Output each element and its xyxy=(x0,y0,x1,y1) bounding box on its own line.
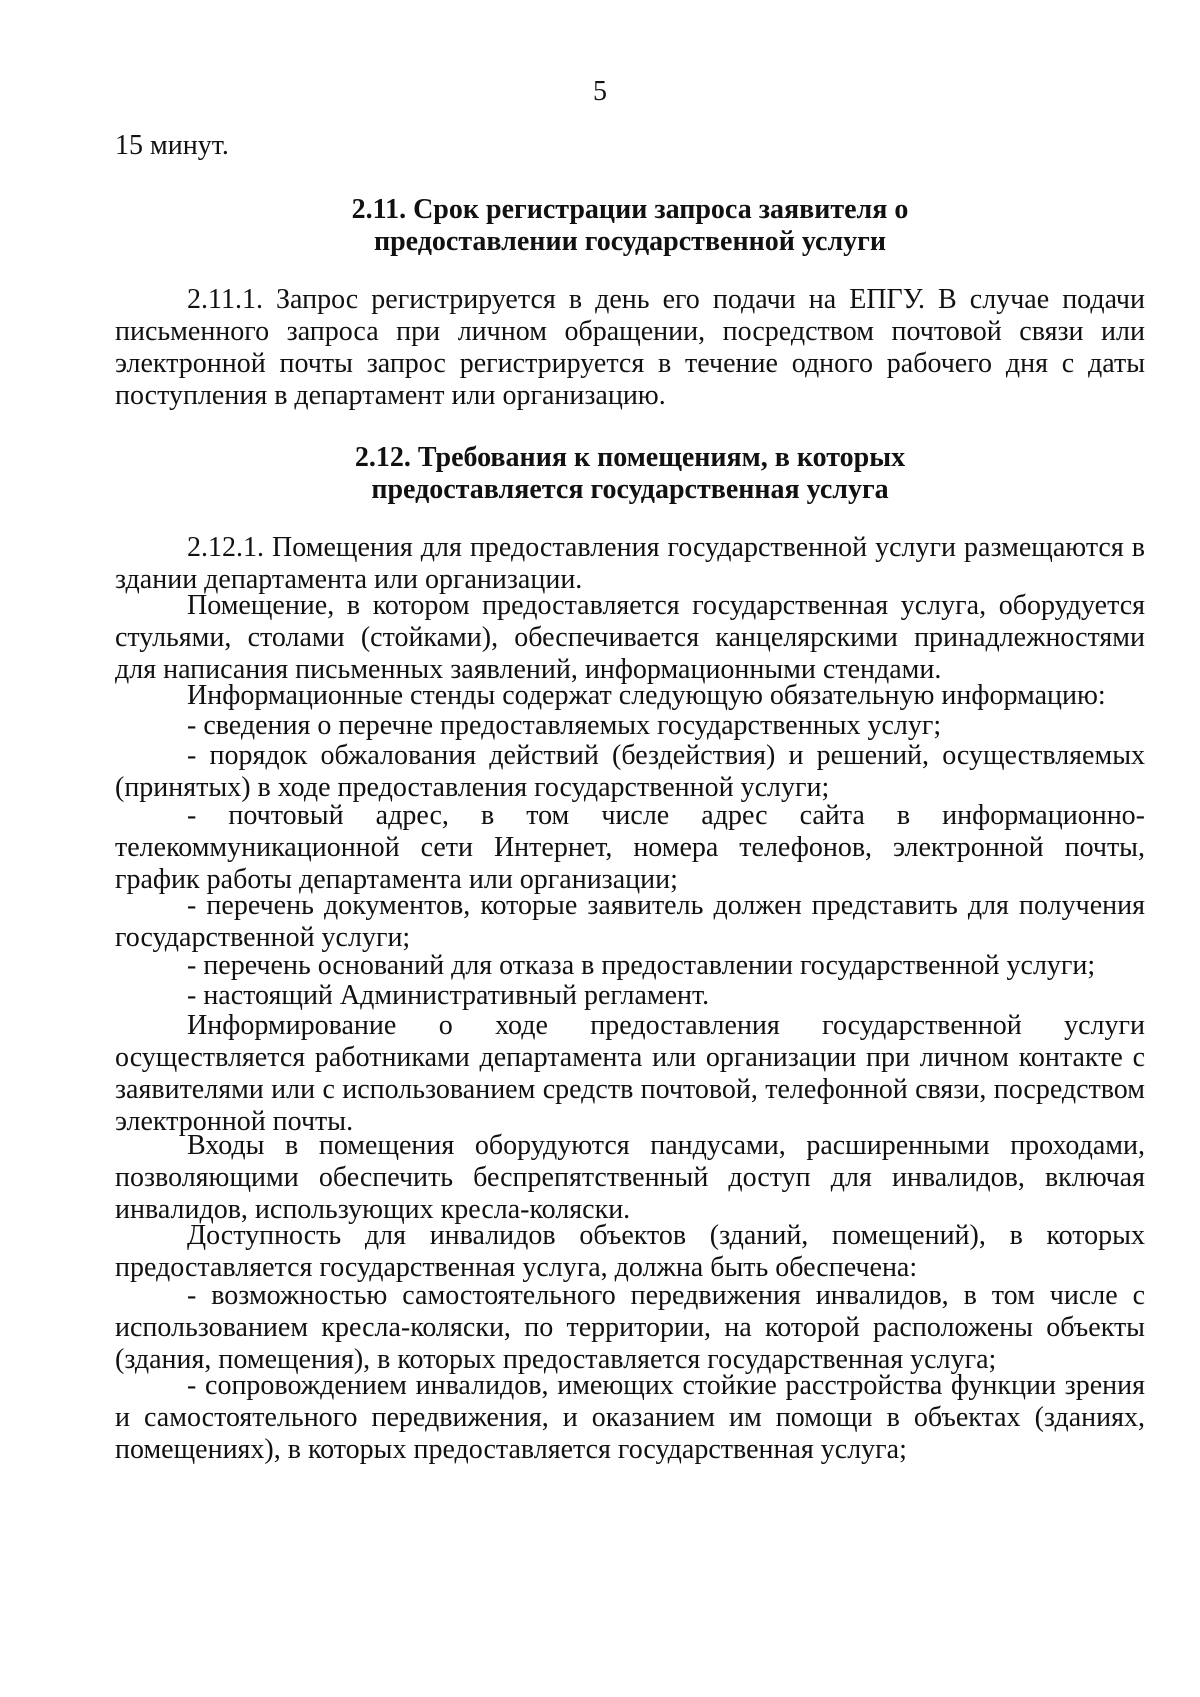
paragraph-2-12-1: 2.12.1. Помещения для предоставления государственной услуги размещаются в здании департамента или организации. xyxy=(115,532,1145,595)
paragraph-info-stands: Информационные стенды содержат следующую обязательную информацию: xyxy=(187,680,1106,711)
section-2-11-title-line2: предоставлении государственной услуги xyxy=(373,226,887,257)
list-item-documents: - перечень документов, которые заявитель должен представить для получения государственной услуги; xyxy=(115,890,1145,953)
list-item-independent-movement: - возможностью самостоятельного передвижения инвалидов, в том числе с использованием кресла-коляски, по территории, на которой расположены объекты (здания, помещения), в которых предоставляется государственная услуга; xyxy=(115,1280,1145,1375)
list-item-contacts: - почтовый адрес, в том числе адрес сайта в информационно-телекоммуникационной сети Интернет, номера телефонов, электронной почты, график работы департамента или организации; xyxy=(115,800,1145,895)
section-2-12-title-line2: предоставляется государственная услуга xyxy=(371,474,889,505)
paragraph-accessibility: Доступность для инвалидов объектов (зданий, помещений), в которых предоставляется государственная услуга, должна быть обеспечена: xyxy=(115,1220,1145,1283)
paragraph-2-11-1: 2.11.1. Запрос регистрируется в день его подачи на ЕПГУ. В случае подачи письменного запроса при личном обращении, посредством почтовой связи или электронной почты запрос регистрируется в течение одного рабочего дня с даты поступления в департамент или организацию. xyxy=(115,284,1145,411)
section-2-12-title-line1: 2.12. Требования к помещениям, в которых xyxy=(354,442,906,473)
list-item-refusal-grounds: - перечень оснований для отказа в предоставлении государственной услуги; xyxy=(187,950,1096,981)
paragraph-premises-equipment: Помещение, в котором предоставляется государственная услуга, оборудуется стульями, столами (стойками), обеспечивается канцелярскими принадлежностями для написания письменных заявлений, информационными стендами. xyxy=(115,590,1145,685)
lead-text: 15 минут. xyxy=(115,130,229,161)
section-2-11-title-line1: 2.11. Срок регистрации запроса заявителя о xyxy=(351,194,909,225)
list-item-regulation: - настоящий Административный регламент. xyxy=(187,980,710,1011)
list-item-escort: - сопровождением инвалидов, имеющих стойкие расстройства функции зрения и самостоятельного передвижения, и оказанием им помощи в объектах (зданиях, помещениях), в которых предоставляется государственная услуга; xyxy=(115,1370,1145,1465)
paragraph-informing: Информирование о ходе предоставления государственной услуги осуществляется работниками департамента или организации при личном контакте с заявителями или с использованием средств почтовой, телефонной связи, посредством электронной почты. xyxy=(115,1010,1145,1137)
paragraph-entrances: Входы в помещения оборудуются пандусами, расширенными проходами, позволяющими обеспечить беспрепятственный доступ для инвалидов, включая инвалидов, использующих кресла-коляски. xyxy=(115,1130,1145,1225)
list-item-appeal-procedure: - порядок обжалования действий (бездействия) и решений, осуществляемых (принятых) в ходе предоставления государственной услуги; xyxy=(115,740,1145,803)
page-number: 5 xyxy=(593,76,607,107)
section-2-12-heading xyxy=(115,442,1145,506)
list-item-services-list: - сведения о перечне предоставляемых государственных услуг; xyxy=(187,710,942,741)
section-2-11-heading xyxy=(115,194,1145,258)
